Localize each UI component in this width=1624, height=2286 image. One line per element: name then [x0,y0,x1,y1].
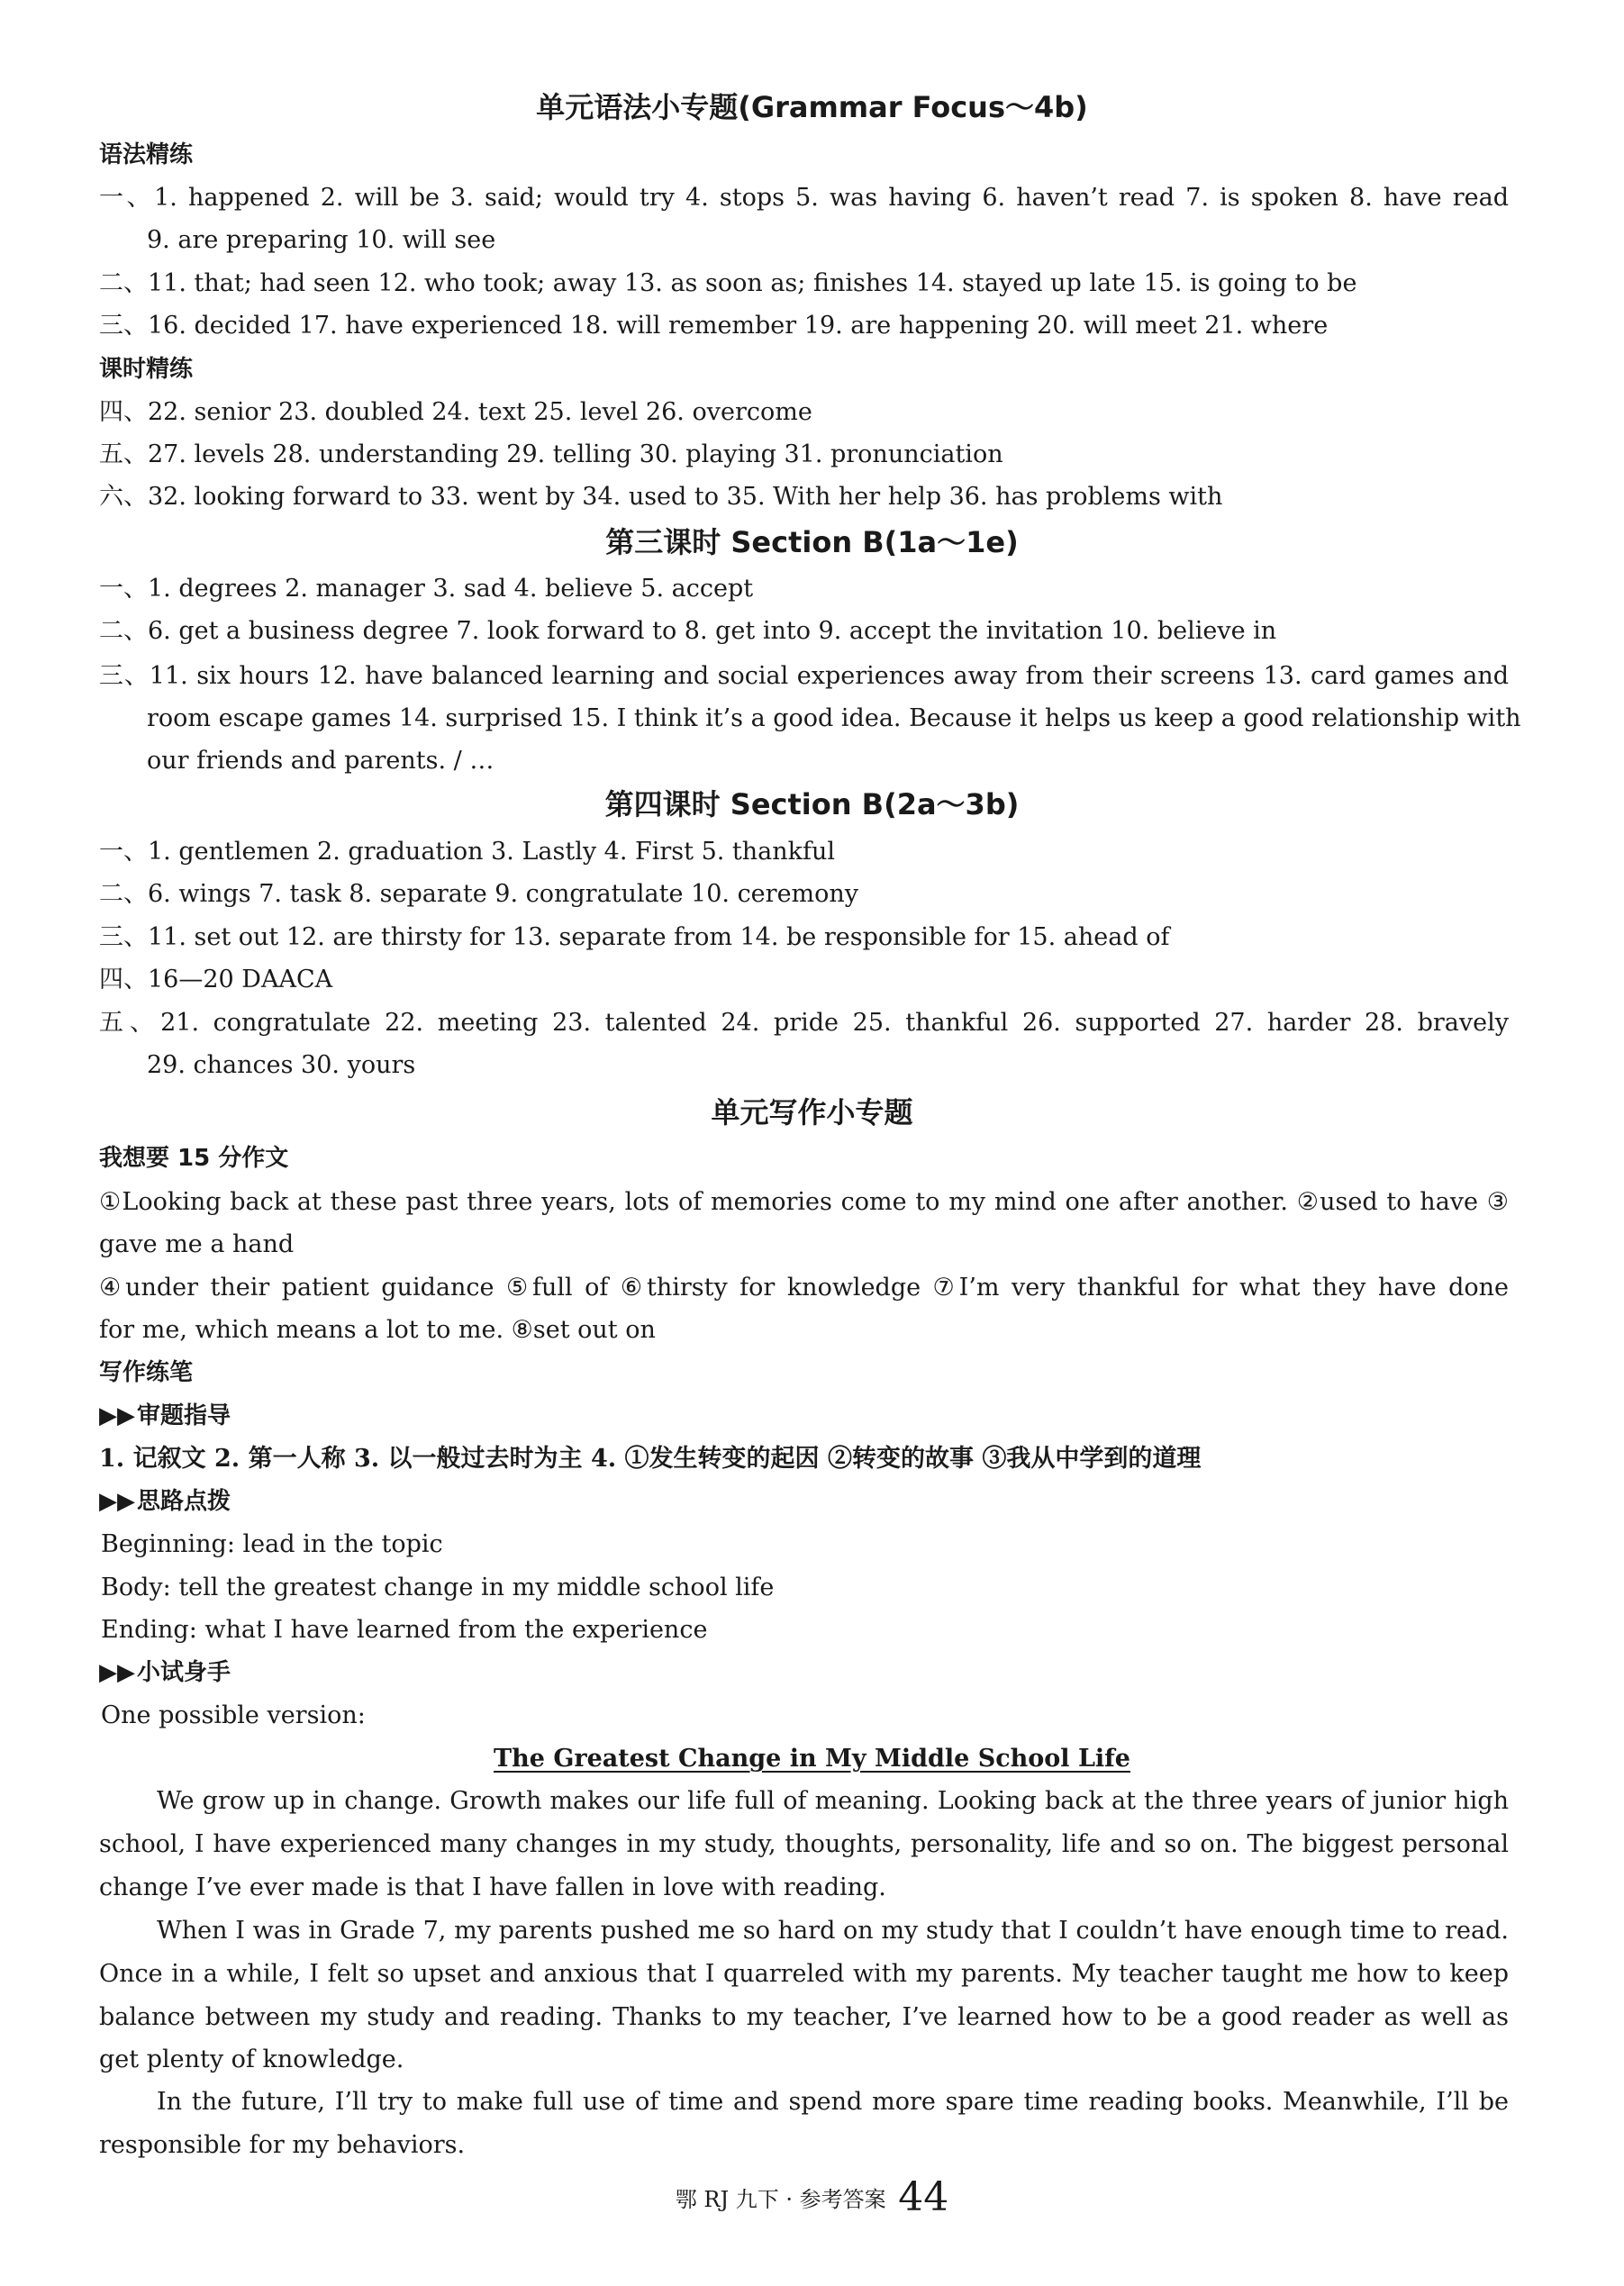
answer-line: room escape games 14. surprised 15. I think it’s a good idea. Because it helps us keep a good relationship with [147,704,1521,732]
page-number: 44 [898,2174,949,2220]
heading-grammar-focus: 单元语法小专题(Grammar Focus～4b) [536,90,1088,124]
writing-line: gave me a hand [99,1230,295,1258]
answer-line: 二、6. get a business degree 7. look forward to 8. get into 9. accept the invitation 10. believe in [99,617,1277,645]
answer-line: 三、11. set out 12. are thirsty for 13. separate from 14. be responsible for 15. ahead of [99,923,1170,951]
answer-line: 四、22. senior 23. doubled 24. text 25. level 26. overcome [99,398,812,426]
answer-line: 五、27. levels 28. understanding 29. telling 30. playing 31. pronunciation [99,440,1003,468]
subheading-topic-guidance: ▶▶审题指导 [99,1402,231,1429]
idea-line: Body: tell the greatest change in my middle school life [101,1574,775,1601]
footer-label: 鄂 RJ 九下 · 参考答案 [675,2187,886,2212]
answer-line: 三、11. six hours 12. have balanced learning and social experiences away from their screens 13. card games and [99,662,1509,690]
heading-unit-writing: 单元写作小专题 [711,1095,913,1129]
answer-line: our friends and parents. / … [147,747,494,775]
idea-line: Ending: what I have learned from the experience [101,1616,708,1644]
play-marker-icon: ▶▶ [99,1488,135,1515]
answer-line: 五、21. congratulate 22. meeting 23. talented 24. pride 25. thankful 26. supported 27. harder 28. bravely [99,1009,1509,1037]
subheading-grammar-practice: 语法精练 [99,141,194,168]
answer-line: 一、1. degrees 2. manager 3. sad 4. believe 5. accept [99,575,754,603]
subheading-idea-tips: ▶▶思路点拨 [99,1488,231,1515]
writing-line: for me, which means a lot to me. ⑧set out on [99,1316,656,1344]
subheading-15-point-essay: 我想要 15 分作文 [99,1145,289,1172]
answer-line: 二、6. wings 7. task 8. separate 9. congratulate 10. ceremony [99,880,859,908]
answer-line: 四、16—20 DAACA [99,966,333,993]
answer-line: 29. chances 30. yours [147,1051,416,1079]
essay-paragraph: In the future, I’ll try to make full use of time and spend more spare time reading books. Meanwhile, I’ll be responsible for my behaviors. [99,2088,1509,2159]
essay-title: The Greatest Change in My Middle School Life [494,1745,1130,1773]
subheading-try-it: ▶▶小试身手 [99,1659,231,1686]
play-marker-icon: ▶▶ [99,1659,135,1686]
essay-paragraph: When I was in Grade 7, my parents pushed me so hard on my study that I couldn’t have enough time to read. Once in a while, I felt so upset and anxious that I quarreled with my parents. My teacher taught me how to keep balance between my study and reading. Thanks to my teacher, I’ve learned how to be a good reader as well as get plenty of knowledge. [99,1917,1509,2074]
answer-line: 六、32. looking forward to 33. went by 34. used to 35. With her help 36. has problems with [99,483,1223,511]
guide-line: 1. 记叙文 2. 第一人称 3. 以一般过去时为主 4. ①发生转变的起因 ②转变的故事 ③我从中学到的道理 [99,1445,1202,1473]
play-marker-icon: ▶▶ [99,1402,135,1429]
answer-line: 一、1. gentlemen 2. graduation 3. Lastly 4. First 5. thankful [99,838,836,866]
answer-line: 二、11. that; had seen 12. who took; away 13. as soon as; finishes 14. stayed up late 15. is going to be [99,269,1357,297]
page-footer [0,2174,1624,2220]
answer-line: 9. are preparing 10. will see [147,226,496,254]
writing-line: ④under their patient guidance ⑤full of ⑥thirsty for knowledge ⑦I’m very thankful for what they have done [99,1274,1509,1302]
subheading-lesson-practice: 课时精练 [99,356,194,383]
subheading-writing-practice: 写作练笔 [99,1359,194,1386]
essay-paragraph: We grow up in change. Growth makes our life full of meaning. Looking back at the three years of junior high school, I have experienced many changes in my study, thoughts, personality, life and so on. The biggest personal change I’ve ever made is that I have fallen in love with reading. [99,1787,1509,1901]
writing-line: ①Looking back at these past three years, lots of memories come to my mind one after another. ②used to have ③ [99,1188,1509,1216]
answer-line: 三、16. decided 17. have experienced 18. will remember 19. are happening 20. will meet 21. where [99,312,1329,340]
heading-lesson-4: 第四课时 Section B(2a～3b) [604,787,1020,821]
idea-line: Beginning: lead in the topic [101,1530,443,1558]
version-label: One possible version: [101,1701,366,1729]
answer-line: 一、1. happened 2. will be 3. said; would try 4. stops 5. was having 6. haven’t read 7. is spoken 8. have read [99,184,1509,212]
heading-lesson-3: 第三课时 Section B(1a～1e) [605,525,1019,559]
